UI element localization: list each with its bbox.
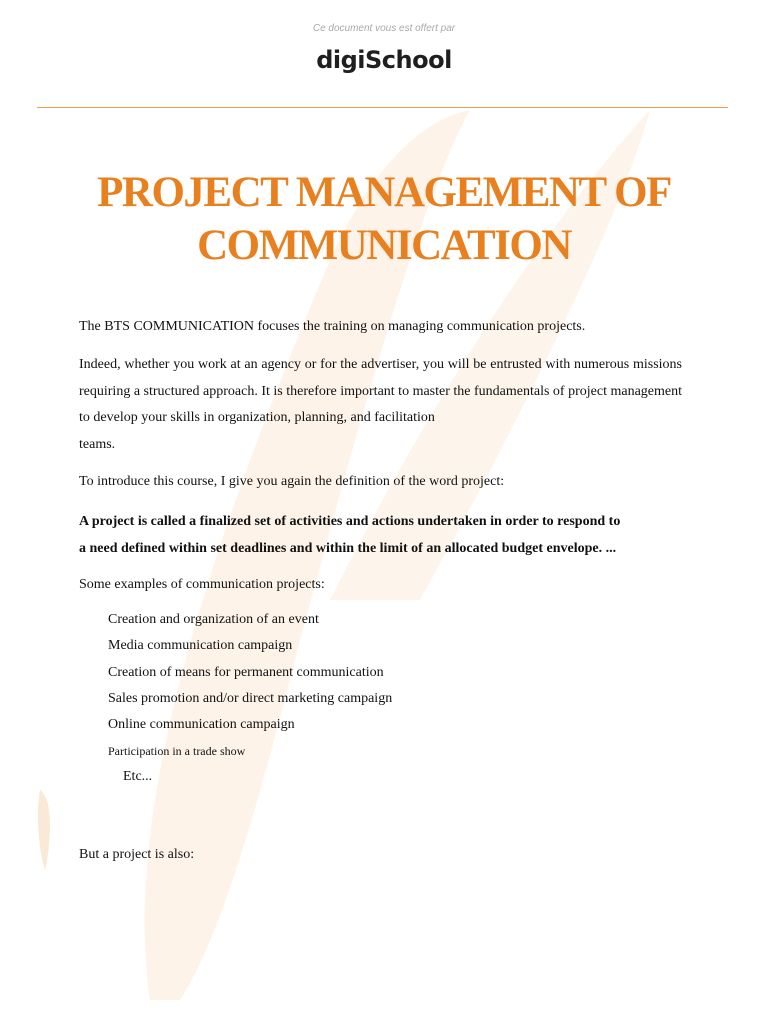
list-item: Participation in a trade show: [108, 744, 246, 758]
list-item: Media communication campaign: [108, 638, 293, 653]
list-item: Creation and organization of an event: [108, 612, 319, 627]
digischool-logo: [0, 46, 768, 74]
title-line-1: PROJECT MANAGEMENT OF: [97, 169, 671, 216]
logo-text: digiSchool: [316, 46, 452, 74]
page-title: [40, 166, 728, 272]
context-paragraph-end: teams.: [79, 437, 116, 452]
examples-intro: Some examples of communication projects:: [79, 577, 325, 592]
definition-line-2: a need defined within set deadlines and within the limit of an allocated budget envelope. ...: [79, 541, 617, 556]
context-paragraph: Indeed, whether you work at an agency or for the advertiser, you will be entrusted with numerous missions requiring a structured approach. It is therefore important to master the fundamentals of project management to develop your skills in organization, planning, and facilitation: [79, 357, 682, 425]
intro-paragraph: The BTS COMMUNICATION focuses the training on managing communication projects.: [79, 319, 586, 334]
final-paragraph: But a project is also:: [79, 847, 195, 862]
list-item: Sales promotion and/or direct marketing campaign: [108, 691, 393, 706]
definition-line-1: A project is called a finalized set of activities and actions undertaken in order to respond to: [79, 514, 621, 529]
offered-by-text: Ce document vous est offert par: [312, 23, 456, 34]
list-item: Creation of means for permanent communication: [108, 665, 384, 680]
title-line-2: COMMUNICATION: [197, 222, 571, 269]
header-divider: [37, 107, 728, 108]
list-item: Online communication campaign: [108, 717, 295, 732]
etc-text: Etc...: [123, 769, 153, 784]
definition-intro: To introduce this course, I give you again the definition of the word project:: [79, 474, 505, 489]
